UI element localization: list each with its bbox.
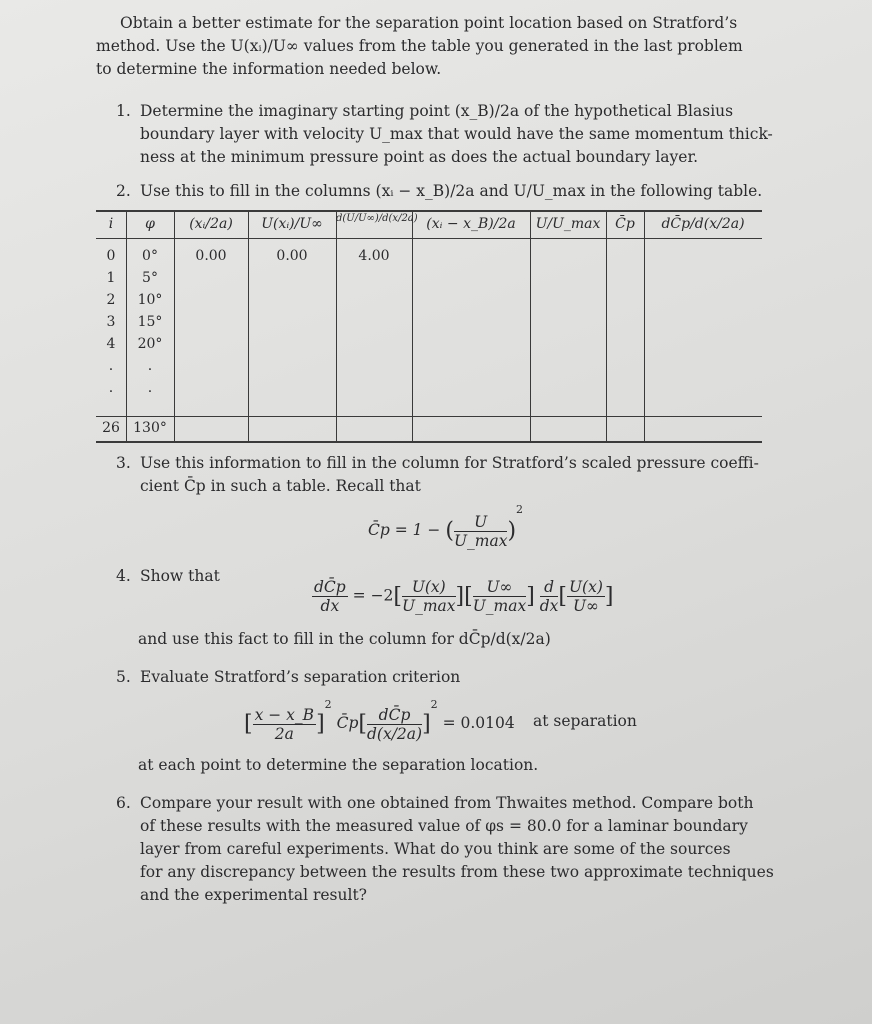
row-0-phi: 0°: [142, 248, 158, 264]
row-6-phi: .: [147, 380, 153, 396]
cp-equation: C̄p = 1 − ( $\frac{U}{U\_\max}$ )$^2$: [368, 503, 524, 550]
item-6-number: 6.: [116, 794, 131, 812]
item-1-line-1: Determine the imaginary starting point (x_B)/2a of the hypothetical Blasius: [140, 102, 734, 120]
item-1-line-2: boundary layer with velocity U_max that would have the same momentum thick-: [140, 125, 773, 143]
row-6-i: .: [108, 380, 114, 396]
item-6-line-1: Compare your result with one obtained from Thwaites method. Compare both: [140, 794, 754, 812]
row-0-du: 4.00: [358, 248, 390, 264]
dcp-equation: $\frac{dC̄p}{dx}$ = −2[ $\frac{U(x)}{U\_\max}$ ][ $\frac{U\infty}{U\_\max}$ ] $\frac{d}{dx}$ [ $\frac{U(x)}{U\infty}$ ]: [314, 578, 614, 615]
item-3-number: 3.: [116, 454, 131, 472]
row-26-i: 26: [102, 420, 120, 436]
row-1-phi: 5°: [142, 270, 158, 286]
intro-line-1: Obtain a better estimate for the separation point location based on Stratford’s: [120, 14, 738, 32]
item-5-line-1: Evaluate Stratford’s separation criterion: [140, 668, 461, 686]
item-3-line-2: cient C̄p in such a table. Recall that: [140, 477, 421, 495]
row-2-phi: 10°: [137, 292, 163, 308]
header-u-over-umax: U/U_max: [535, 216, 601, 232]
criterion-equation: [ $\frac{x - x\_B}{2a}$ ]$^2$ C̄p[ $\frac{dC̄p}{d(x/2a)}$ ]$^2$ = 0.0104: [244, 698, 515, 743]
item-4-line-2: and use this fact to fill in the column for dC̄p/d(x/2a): [138, 630, 551, 648]
item-2-number: 2.: [116, 182, 131, 200]
item-4-number: 4.: [116, 567, 131, 585]
row-4-phi: 20°: [137, 336, 163, 352]
item-6-line-4: for any discrepancy between the results from these two approximate techniques: [140, 863, 774, 881]
row-0-u: 0.00: [276, 248, 308, 264]
header-u-ratio: U(xᵢ)/U∞: [261, 216, 323, 232]
item-2-line-1: Use this to fill in the columns (xᵢ − x_B)/2a and U/U_max in the following table.: [140, 182, 763, 200]
header-phi: φ: [145, 216, 155, 232]
header-dcp-dx: dC̄p/d(x/2a): [661, 216, 745, 232]
item-4-line-1: Show that: [140, 567, 220, 585]
item-3-line-1: Use this information to fill in the column for Stratford’s scaled pressure coeffi-: [140, 454, 759, 472]
row-3-phi: 15°: [137, 314, 163, 330]
header-x-over-2a: (xᵢ/2a): [189, 216, 233, 232]
row-5-phi: .: [147, 358, 153, 374]
item-5-line-2: at each point to determine the separation location.: [138, 756, 539, 774]
row-26-phi: 130°: [133, 420, 167, 436]
intro-line-3: to determine the information needed below.: [96, 60, 442, 78]
row-3-i: 3: [106, 314, 116, 330]
item-1-line-3: ness at the minimum pressure point as does the actual boundary layer.: [140, 148, 699, 166]
item-5-number: 5.: [116, 668, 131, 686]
header-du-dx: d(U/U∞)/d(x/2a): [336, 213, 418, 224]
criterion-note: at separation: [533, 712, 637, 730]
row-4-i: 4: [106, 336, 116, 352]
row-5-i: .: [108, 358, 114, 374]
row-0-x: 0.00: [195, 248, 227, 264]
item-6-line-5: and the experimental result?: [140, 886, 367, 904]
header-i: i: [108, 216, 114, 232]
header-cp: C̄p: [615, 216, 635, 232]
intro-line-2: method. Use the U(xᵢ)/U∞ values from the table you generated in the last problem: [96, 37, 743, 55]
row-1-i: 1: [106, 270, 116, 286]
header-x-minus-xb: (xᵢ − x_B)/2a: [426, 216, 516, 232]
row-0-i: 0: [106, 248, 116, 264]
item-6-line-2: of these results with the measured value of φs = 80.0 for a laminar boundary: [140, 817, 748, 835]
item-1-number: 1.: [116, 102, 131, 120]
item-6-line-3: layer from careful experiments. What do you think are some of the sources: [140, 840, 731, 858]
row-2-i: 2: [106, 292, 116, 308]
data-table: [96, 210, 762, 443]
